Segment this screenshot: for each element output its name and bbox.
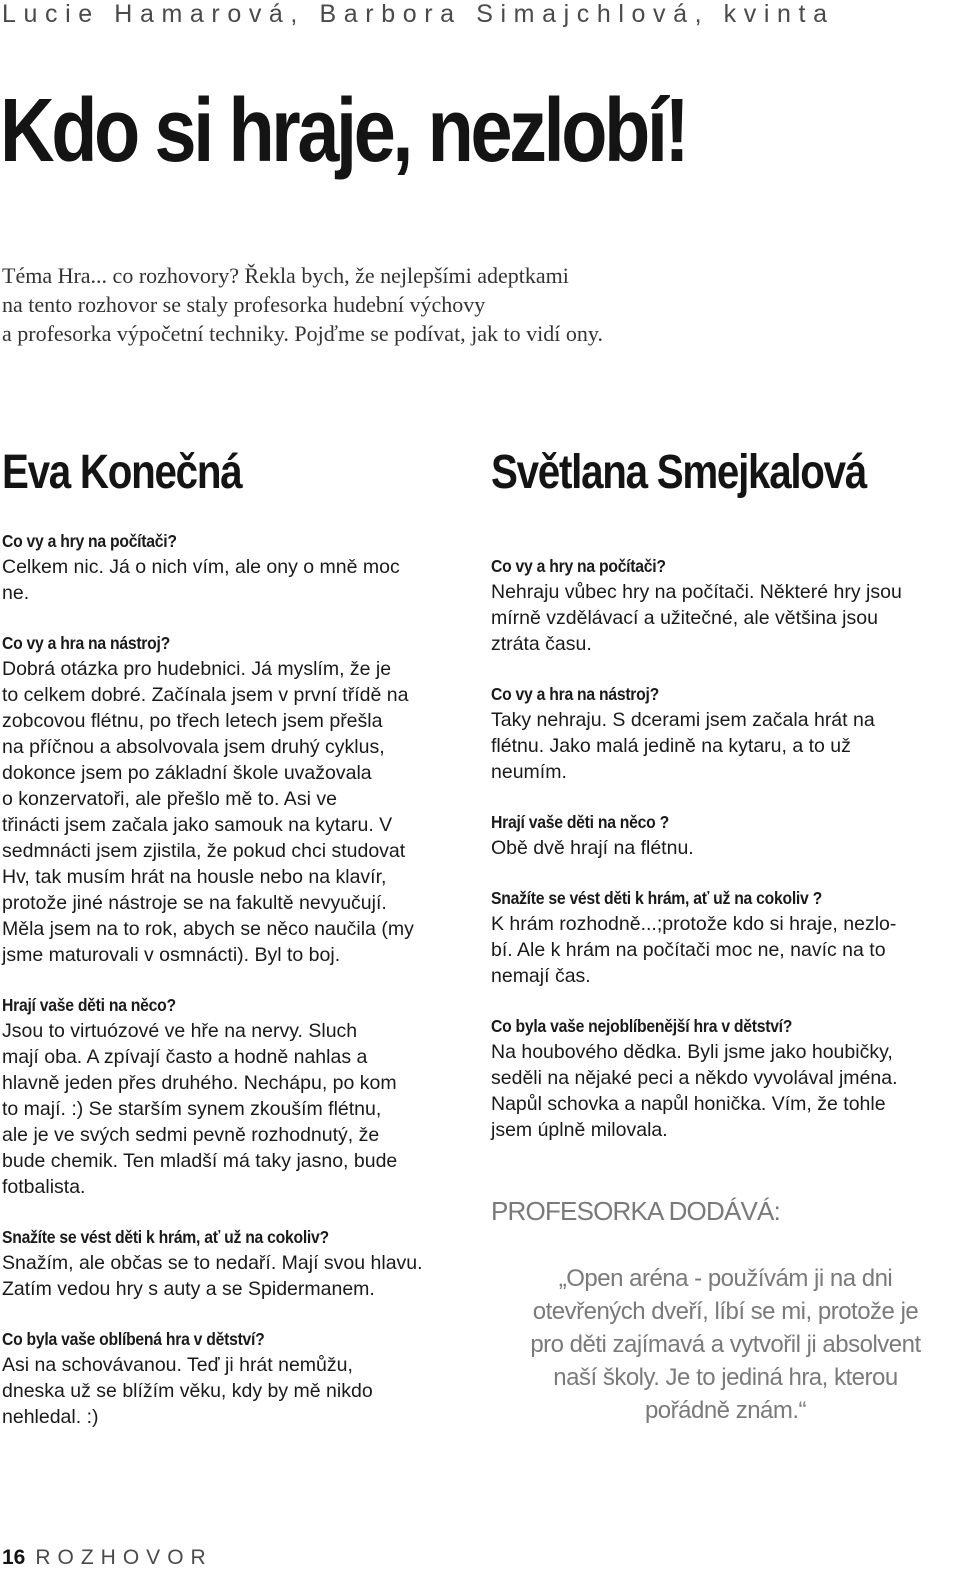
- lead-paragraph: [2, 261, 702, 348]
- answer-line: Nehraju vůbec hry na počítači. Některé hry jsou: [491, 581, 902, 603]
- qa-block: [2, 992, 482, 1200]
- answer-line: Snažím, ale občas se to nedaří. Mají svou hlavu.: [2, 1252, 423, 1274]
- lead-line: a profesorka výpočetní techniky. Pojďme se podívat, jak to vidí ony.: [2, 321, 603, 346]
- answer-line: fotbalista.: [2, 1176, 86, 1198]
- question: Co vy a hra na nástroj?: [2, 633, 170, 653]
- page-footer: [2, 1546, 213, 1570]
- qa-block: [491, 553, 960, 657]
- quote-line: pořádně znám.“: [644, 1397, 807, 1424]
- answer-line: hlavně jeden přes druhého. Nechápu, po kom: [2, 1072, 397, 1094]
- answer-line: protože jiné nástroje se na fakultě nevyučují.: [2, 892, 387, 914]
- answer-line: o konzervatoři, ale přešlo mě to. Asi ve: [2, 788, 337, 810]
- question: Hrají vaše děti na něco?: [2, 995, 176, 1015]
- answer: [2, 1250, 482, 1302]
- qa-block: [491, 809, 960, 861]
- quote-line: pro děti zajímavá a vytvořil ji absolvent: [530, 1331, 921, 1358]
- question: Co vy a hry na počítači?: [2, 531, 177, 551]
- answer-line: K hrám rozhodně...;protože kdo si hraje, nezlo-: [491, 913, 897, 935]
- question: Snažíte se vést děti k hrám, ať už na cokoliv?: [2, 1227, 329, 1247]
- answer-line: seděli na nějaké peci a někdo vyvolával jména.: [491, 1067, 898, 1089]
- answer-line: bude chemik. Ten mladší má taky jasno, bude: [2, 1150, 398, 1172]
- answer: [491, 835, 960, 861]
- answer: [2, 1352, 482, 1430]
- qa-block: [2, 1224, 482, 1302]
- answer: [2, 656, 482, 968]
- answer-line: sedmnácti jsem zjistila, že pokud chci studovat: [2, 840, 406, 862]
- answer-line: Dobrá otázka pro hudebnici. Já myslím, že je: [2, 658, 392, 680]
- answer-line: Napůl schovka a napůl honička. Vím, že tohle: [491, 1093, 886, 1115]
- lead-line: na tento rozhovor se staly profesorka hudební výchovy: [2, 292, 486, 317]
- answer-line: ztráta času.: [491, 633, 592, 655]
- answer-line: ne.: [2, 582, 30, 604]
- authors-line: Lucie Hamarová, Barbora Simajchlová, kvinta: [2, 0, 835, 28]
- answer-line: na příčnou a absolvovala jsem druhý cyklus,: [2, 736, 385, 758]
- answer-line: to mají. :) Se starším synem zkouším flétnu,: [2, 1098, 382, 1120]
- quote-line: naší školy. Je to jediná hra, kterou: [553, 1364, 898, 1391]
- qa-block: [2, 1326, 482, 1430]
- interviewee-name-left: Eva Konečná: [2, 446, 242, 499]
- answer-line: zobcovou flétnu, po třech letech jsem přešla: [2, 710, 383, 732]
- answer-line: Taky nehraju. S dcerami jsem začala hrát na: [491, 709, 875, 731]
- qa-block: [491, 885, 960, 989]
- question: Co vy a hra na nástroj?: [491, 684, 659, 704]
- answer-line: mírně vzdělávací a užitečné, ale většina jsou: [491, 607, 878, 629]
- answer: [491, 707, 960, 785]
- qa-block: [2, 630, 482, 968]
- answer-line: Zatím vedou hry s auty a se Spidermanem.: [2, 1278, 375, 1300]
- page-number: 16: [2, 1546, 26, 1569]
- answer-line: neumím.: [491, 761, 567, 783]
- quote-line: „Open aréna - používám ji na dni: [558, 1265, 893, 1292]
- question: Co byla vaše nejoblíbenější hra v dětství?: [491, 1016, 793, 1036]
- quote-line: otevřených dveří, líbí se mi, protože je: [532, 1298, 919, 1325]
- left-interview-column: [2, 528, 482, 1454]
- interviewee-name-right: Světlana Smejkalová: [491, 446, 867, 499]
- answer: [2, 1018, 482, 1200]
- answer-line: ale je ve svých sedmi pevně rozhodnutý, že: [2, 1124, 380, 1146]
- right-interview-column: [491, 553, 960, 1167]
- answer-line: bí. Ale k hrám na počítači moc ne, navíc na to: [491, 939, 886, 961]
- answer: [491, 1039, 960, 1143]
- answer: [2, 554, 482, 606]
- lead-line: Téma Hra... co rozhovory? Řekla bych, že nejlepšími adeptkami: [2, 263, 569, 288]
- answer-line: jsem úplně milovala.: [491, 1119, 668, 1141]
- answer-line: dneska už se blížím věku, kdy by mě nikdo: [2, 1380, 373, 1402]
- qa-block: [491, 681, 960, 785]
- question: Hrají vaše děti na něco ?: [491, 812, 669, 832]
- section-name: ROZHOVOR: [35, 1546, 213, 1569]
- answer-line: nehledal. :): [2, 1406, 99, 1428]
- answer-line: jsme maturovali v osmnácti). Byl to boj.: [2, 944, 341, 966]
- question: Co vy a hry na počítači?: [491, 556, 666, 576]
- answer-line: Na houbového dědka. Byli jsme jako houbičky,: [491, 1041, 893, 1063]
- answer-line: mají oba. A zpívají často a hodně nahlas a: [2, 1046, 368, 1068]
- answer-line: Asi na schovávanou. Teď ji hrát nemůžu,: [2, 1354, 353, 1376]
- addendum-title: PROFESORKA DODÁVÁ:: [491, 1196, 781, 1226]
- question: Co byla vaše oblíbená hra v dětství?: [2, 1329, 265, 1349]
- answer-line: dokonce jsem po základní škole uvažovala: [2, 762, 372, 784]
- article-headline: Kdo si hraje, nezlobí!: [0, 81, 687, 181]
- answer-line: nemají čas.: [491, 965, 591, 987]
- question: Snažíte se vést děti k hrám, ať už na cokoliv ?: [491, 888, 822, 908]
- answer-line: Obě dvě hrají na flétnu.: [491, 837, 694, 859]
- answer-line: Celkem nic. Já o nich vím, ale ony o mně moc: [2, 556, 400, 578]
- answer: [491, 911, 960, 989]
- answer-line: flétnu. Jako malá jedině na kytaru, a to už: [491, 735, 851, 757]
- qa-block: [491, 1013, 960, 1143]
- answer: [491, 579, 960, 657]
- answer-line: to celkem dobré. Začínala jsem v první třídě na: [2, 684, 409, 706]
- answer-line: třinácti jsem začala jako samouk na kytaru. V: [2, 814, 393, 836]
- answer-line: Jsou to virtuózové ve hře na nervy. Sluch: [2, 1020, 358, 1042]
- answer-line: Hv, tak musím hrát na housle nebo na klavír,: [2, 866, 387, 888]
- answer-line: Měla jsem na to rok, abych se něco naučila (my: [2, 918, 414, 940]
- qa-block: [2, 528, 482, 606]
- addendum-quote: [491, 1262, 960, 1427]
